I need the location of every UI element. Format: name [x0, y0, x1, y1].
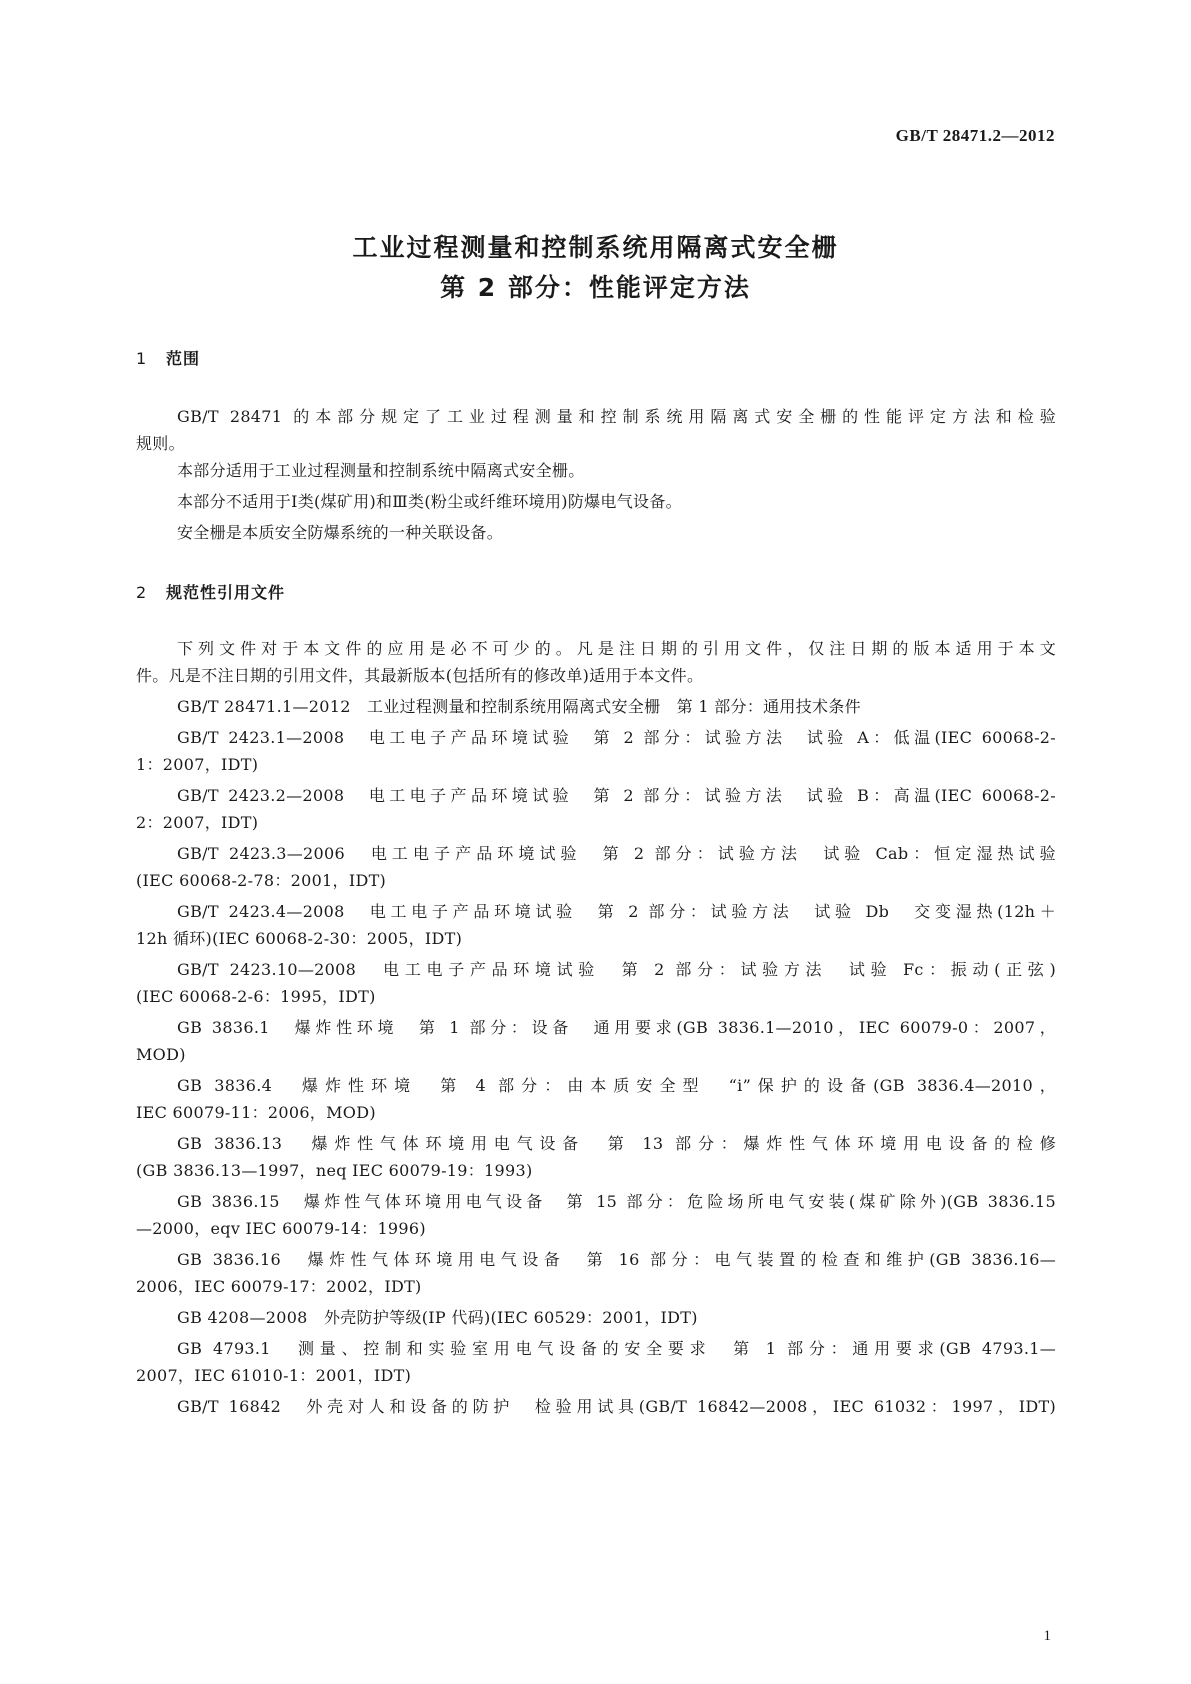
section-title: 规范性引用文件 [166, 583, 286, 602]
section-2-heading [136, 580, 285, 603]
paragraph-line: 件。凡是不注日期的引用文件，其最新版本(包括所有的修改单)适用于本文件。 [136, 666, 704, 685]
reference-line: 2：2007，IDT) [136, 813, 259, 832]
reference-line: GB/T 2423.10—2008 电工电子产品环境试验 第 2 部分：试验方法 试验 Fc：振动(正弦) [177, 960, 1056, 979]
reference-line: IEC 60079-11：2006，MOD) [136, 1103, 376, 1122]
section-1-heading [136, 346, 200, 369]
paragraph-line: 安全栅是本质安全防爆系统的一种关联设备。 [177, 523, 504, 542]
reference-line: MOD) [136, 1045, 186, 1064]
reference-line: 1：2007，IDT) [136, 755, 259, 774]
reference-line: (GB 3836.13—1997，neq IEC 60079-19：1993) [136, 1161, 533, 1180]
reference-line: GB 3836.16 爆炸性气体环境用电气设备 第 16 部分：电气装置的检查和维护(GB 3836.16— [177, 1250, 1056, 1269]
reference-line: —2000，eqv IEC 60079-14：1996) [136, 1219, 426, 1238]
reference-line: GB/T 28471.1—2012 工业过程测量和控制系统用隔离式安全栅 第 1 部分：通用技术条件 [177, 697, 861, 716]
reference-line: GB/T 2423.4—2008 电工电子产品环境试验 第 2 部分：试验方法 试验 Db 交变湿热(12h＋ [177, 902, 1056, 921]
reference-line: 2006，IEC 60079-17：2002，IDT) [136, 1277, 422, 1296]
paragraph-line: 本部分不适用于Ⅰ类(煤矿用)和Ⅲ类(粉尘或纤维环境用)防爆电气设备。 [177, 492, 682, 511]
reference-line: (IEC 60068-2-78：2001，IDT) [136, 871, 387, 890]
reference-line: GB/T 2423.2—2008 电工电子产品环境试验 第 2 部分：试验方法 试验 B：高温(IEC 60068-2- [177, 786, 1056, 805]
reference-line: GB 3836.13 爆炸性气体环境用电气设备 第 13 部分：爆炸性气体环境用电设备的检修 [177, 1134, 1056, 1153]
reference-line: GB/T 16842 外壳对人和设备的防护 检验用试具(GB/T 16842—2008，IEC 61032：1997，IDT) [177, 1397, 1056, 1416]
document-title: 工业过程测量和控制系统用隔离式安全栅 [352, 233, 839, 262]
section-number: 2 [136, 583, 148, 602]
reference-line: GB/T 2423.1—2008 电工电子产品环境试验 第 2 部分：试验方法 试验 A：低温(IEC 60068-2- [177, 728, 1056, 747]
paragraph-line: 下列文件对于本文件的应用是必不可少的。凡是注日期的引用文件，仅注日期的版本适用于本文 [177, 639, 1056, 658]
reference-line: GB 4793.1 测量、控制和实验室用电气设备的安全要求 第 1 部分：通用要求(GB 4793.1— [177, 1339, 1056, 1358]
document-subtitle: 第 2 部分：性能评定方法 [440, 273, 751, 302]
reference-line: 2007，IEC 61010-1：2001，IDT) [136, 1366, 412, 1385]
paragraph-line: GB/T 28471 的本部分规定了工业过程测量和控制系统用隔离式安全栅的性能评定方法和检验 [177, 407, 1056, 426]
paragraph-line: 规则。 [136, 434, 185, 453]
paragraph-line: 本部分适用于工业过程测量和控制系统中隔离式安全栅。 [177, 461, 585, 480]
section-title: 范围 [166, 349, 201, 368]
reference-line: GB/T 2423.3—2006 电工电子产品环境试验 第 2 部分：试验方法 试验 Cab：恒定湿热试验 [177, 844, 1056, 863]
standard-code: GB/T 28471.2—2012 [895, 126, 1055, 145]
page-number: 1 [1043, 1628, 1051, 1644]
reference-line: GB 3836.1 爆炸性环境 第 1 部分：设备 通用要求(GB 3836.1—2010，IEC 60079-0：2007， [177, 1018, 1056, 1037]
section-number: 1 [136, 349, 148, 368]
reference-line: GB 4208—2008 外壳防护等级(IP 代码)(IEC 60529：2001，IDT) [177, 1308, 698, 1327]
reference-line: 12h 循环)(IEC 60068-2-30：2005，IDT) [136, 929, 463, 948]
reference-line: GB 3836.15 爆炸性气体环境用电气设备 第 15 部分：危险场所电气安装(煤矿除外)(GB 3836.15 [177, 1192, 1056, 1211]
reference-line: GB 3836.4 爆炸性环境 第 4 部分：由本质安全型 “i”保护的设备(GB 3836.4—2010， [177, 1076, 1056, 1095]
reference-line: (IEC 60068-2-6：1995，IDT) [136, 987, 376, 1006]
